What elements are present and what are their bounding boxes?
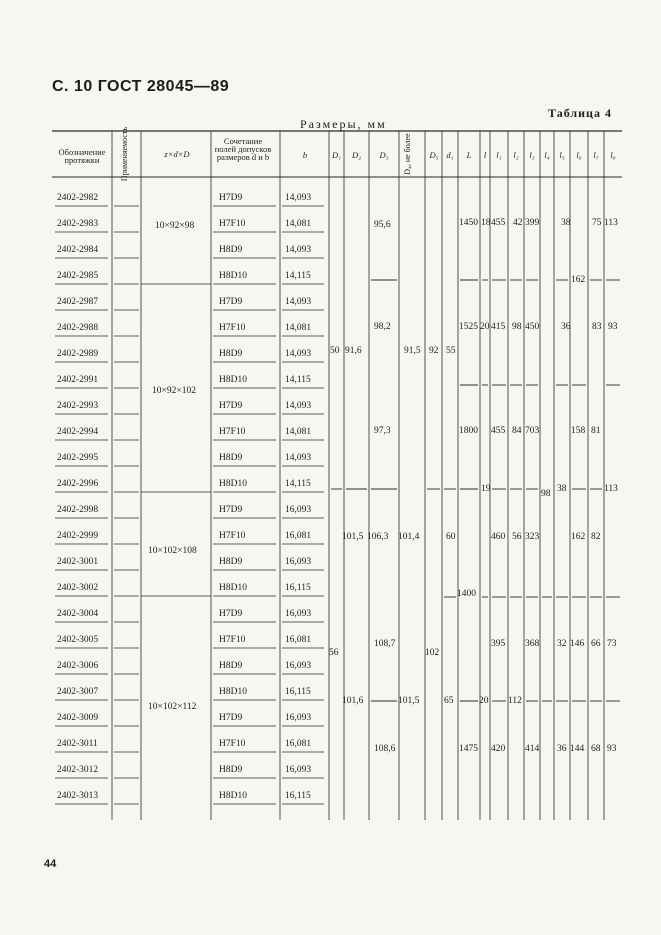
row-b: 14,115 [285, 375, 311, 385]
value-l3: 399 [525, 218, 540, 228]
value-L: 1400 [457, 589, 476, 599]
page-number: 44 [44, 858, 57, 870]
row-fit: H8D9 [219, 557, 243, 567]
row-designation: 2402-2994 [57, 427, 99, 437]
value-l5: 38 [561, 218, 571, 228]
value-D5: 102 [425, 648, 440, 658]
value-l1: 460 [491, 532, 506, 542]
row-b: 16,081 [285, 635, 312, 645]
row-fit: H7F10 [219, 427, 246, 437]
row-fit: H7F10 [219, 739, 246, 749]
row-fit: H8D9 [219, 453, 243, 463]
col-header-l5: l₅ [559, 150, 565, 160]
col-header-l7: l₇ [593, 150, 599, 160]
value-l5: 36 [557, 744, 567, 754]
col-header-l4: l₄ [544, 150, 550, 160]
row-b: 16,093 [285, 713, 312, 723]
value-l7: 75 [592, 218, 602, 228]
value-D4: 101,5 [398, 696, 420, 706]
row-b: 14,093 [285, 245, 312, 255]
row-fit: H7D9 [219, 713, 243, 723]
value-d1: 65 [444, 696, 454, 706]
row-b: 16,093 [285, 765, 312, 775]
value-D2: 101,5 [342, 532, 364, 542]
row-b: 16,081 [285, 739, 312, 749]
row-b: 14,093 [285, 297, 312, 307]
row-b: 16,093 [285, 557, 312, 567]
value-l7: 82 [591, 532, 601, 542]
value-l7: 68 [591, 744, 601, 754]
value-l7: 66 [591, 639, 601, 649]
row-designation: 2402-2982 [57, 193, 99, 203]
value-l3: 368 [525, 639, 540, 649]
value-l8: 73 [607, 639, 617, 649]
col-header-d1: d₁ [446, 150, 454, 160]
row-fit: H7F10 [219, 531, 246, 541]
value-D1: 56 [329, 648, 339, 658]
value-D3: 108,7 [374, 639, 396, 649]
row-fit: H7D9 [219, 193, 243, 203]
col-header-D4: D₄, не более [403, 133, 412, 175]
value-D3: 108,6 [374, 744, 396, 754]
value-l8: 93 [608, 322, 618, 332]
value-l8: 113 [604, 484, 618, 494]
value-D4: 91,5 [404, 346, 421, 356]
row-fit: H7F10 [219, 219, 246, 229]
value-l5: 32 [557, 639, 567, 649]
value-l8: 93 [607, 744, 617, 754]
row-designation: 2402-3013 [57, 791, 99, 801]
col-header-L: L [466, 150, 472, 160]
col-header-D1: D₁ [331, 150, 342, 160]
value-l6: 144 [570, 744, 585, 754]
row-designation: 2402-2984 [57, 245, 99, 255]
value-l1: 455 [491, 426, 506, 436]
col-header-l: l [483, 150, 487, 160]
row-b: 16,115 [285, 791, 311, 801]
row-designation: 2402-2993 [57, 401, 99, 411]
value-l5: 36 [561, 322, 571, 332]
row-designation: 2402-2996 [57, 479, 99, 489]
row-designation: 2402-2985 [57, 271, 99, 281]
value-D1: 50 [330, 346, 340, 356]
value-l7: 83 [592, 322, 602, 332]
value-l: 20 [480, 322, 490, 332]
row-b: 14,081 [285, 427, 312, 437]
group-zdD: 10×92×102 [152, 386, 196, 396]
row-b: 14,093 [285, 401, 312, 411]
value-l: 18 [481, 218, 491, 228]
row-b: 14,081 [285, 323, 312, 333]
value-l8: 113 [604, 218, 618, 228]
col-header-l3: l₃ [529, 150, 535, 160]
value-D5: 92 [429, 346, 439, 356]
value-l2: 56 [512, 532, 522, 542]
group-zdD: 10×102×112 [148, 702, 197, 712]
value-l7: 81 [591, 426, 601, 436]
value-l3: 323 [525, 532, 540, 542]
row-b: 14,093 [285, 349, 312, 359]
value-D4: 101,4 [398, 532, 420, 542]
value-l1: 415 [491, 322, 506, 332]
row-fit: H7D9 [219, 401, 243, 411]
row-designation: 2402-3001 [57, 557, 99, 567]
col-header-l1: l₁ [496, 150, 502, 160]
value-l1: 420 [491, 744, 506, 754]
value-D3: 97,3 [374, 426, 391, 436]
row-b: 16,115 [285, 583, 311, 593]
value-l3: 450 [525, 322, 540, 332]
row-fit: H8D9 [219, 661, 243, 671]
row-designation: 2402-2987 [57, 297, 99, 307]
row-fit: H8D9 [219, 349, 243, 359]
table-label: Таблица 4 [548, 106, 612, 120]
value-L: 1800 [459, 426, 478, 436]
value-l5: 38 [557, 484, 567, 494]
value-l1: 395 [491, 639, 506, 649]
row-designation: 2402-2999 [57, 531, 99, 541]
value-D3: 106,3 [367, 532, 389, 542]
value-d1: 60 [446, 532, 456, 542]
value-l1: 455 [491, 218, 506, 228]
value-D2: 101,6 [342, 696, 364, 706]
col-header-l6: l₆ [576, 150, 582, 160]
value-L: 1475 [459, 744, 478, 754]
value-l2: 98 [512, 322, 522, 332]
value-l4: 98 [541, 489, 551, 499]
row-fit: H8D10 [219, 687, 247, 697]
row-designation: 2402-2998 [57, 505, 99, 515]
row-designation: 2402-2983 [57, 219, 99, 229]
row-fit: H8D10 [219, 479, 247, 489]
row-designation: 2402-2989 [57, 349, 99, 359]
page-header-title: С. 10 ГОСТ 28045—89 [52, 78, 230, 95]
value-l6: 158 [571, 426, 586, 436]
row-fit: H8D10 [219, 791, 247, 801]
row-b: 14,081 [285, 219, 312, 229]
value-l: 20 [479, 696, 489, 706]
row-designation: 2402-3005 [57, 635, 99, 645]
value-l2: 112 [508, 696, 522, 706]
value-l3: 414 [525, 744, 540, 754]
row-designation: 2402-3009 [57, 713, 99, 723]
row-fit: H8D10 [219, 583, 247, 593]
row-fit: H7D9 [219, 609, 243, 619]
units-label: Размеры, мм [300, 117, 387, 131]
row-b: 14,115 [285, 479, 311, 489]
value-D2: 91,6 [345, 346, 362, 356]
col-header-l8: l₈ [610, 150, 616, 160]
row-fit: H7F10 [219, 635, 246, 645]
group-zdD: 10×102×108 [148, 546, 197, 556]
row-b: 16,093 [285, 661, 312, 671]
row-b: 16,093 [285, 505, 312, 515]
col-header-zdD: z×d×D [164, 149, 190, 159]
row-b: 14,115 [285, 271, 311, 281]
row-b: 16,093 [285, 609, 312, 619]
row-designation: 2402-2988 [57, 323, 99, 333]
col-header-D2: D₂ [351, 150, 362, 160]
row-fit: H7D9 [219, 297, 243, 307]
col-header-b: b [302, 150, 308, 160]
value-L: 1525 [459, 322, 478, 332]
col-header-D3: D₃ [379, 150, 389, 160]
row-designation: 2402-3012 [57, 765, 99, 775]
row-fit: H8D10 [219, 271, 247, 281]
value-l6: 162 [571, 532, 586, 542]
row-fit: H8D9 [219, 765, 243, 775]
row-designation: 2402-3002 [57, 583, 99, 593]
col-header-D5: D₅ [429, 150, 439, 160]
value-l3: 703 [525, 426, 540, 436]
col-header-l2: l₂ [513, 150, 519, 160]
col-header-designation: Обозначение протяжки [58, 147, 106, 165]
row-b: 14,093 [285, 193, 312, 203]
row-fit: H7F10 [219, 323, 246, 333]
row-designation: 2402-2995 [57, 453, 99, 463]
group-zdD: 10×92×98 [155, 221, 195, 231]
row-b: 16,081 [285, 531, 312, 541]
row-designation: 2402-2991 [57, 375, 99, 385]
value-d1: 55 [446, 346, 456, 356]
row-fit: H8D9 [219, 245, 243, 255]
value-l6: 146 [570, 639, 585, 649]
value-l6: 162 [571, 275, 586, 285]
value-l2: 42 [513, 218, 523, 228]
row-b: 16,115 [285, 687, 311, 697]
value-D3: 98,2 [374, 322, 391, 332]
col-header-applicability: Применяемость [120, 126, 129, 182]
row-designation: 2402-3006 [57, 661, 99, 671]
row-fit: H7D9 [219, 505, 243, 515]
value-l: 19 [481, 484, 491, 494]
row-b: 14,093 [285, 453, 312, 463]
row-designation: 2402-3004 [57, 609, 99, 619]
row-designation: 2402-3007 [57, 687, 99, 697]
row-fit: H8D10 [219, 375, 247, 385]
row-designation: 2402-3011 [57, 739, 98, 749]
value-l2: 84 [512, 426, 522, 436]
value-D3: 95,6 [374, 220, 391, 230]
value-L: 1450 [459, 218, 478, 228]
col-header-fields: Сочетание полей допусков размеров d и b [214, 136, 272, 162]
